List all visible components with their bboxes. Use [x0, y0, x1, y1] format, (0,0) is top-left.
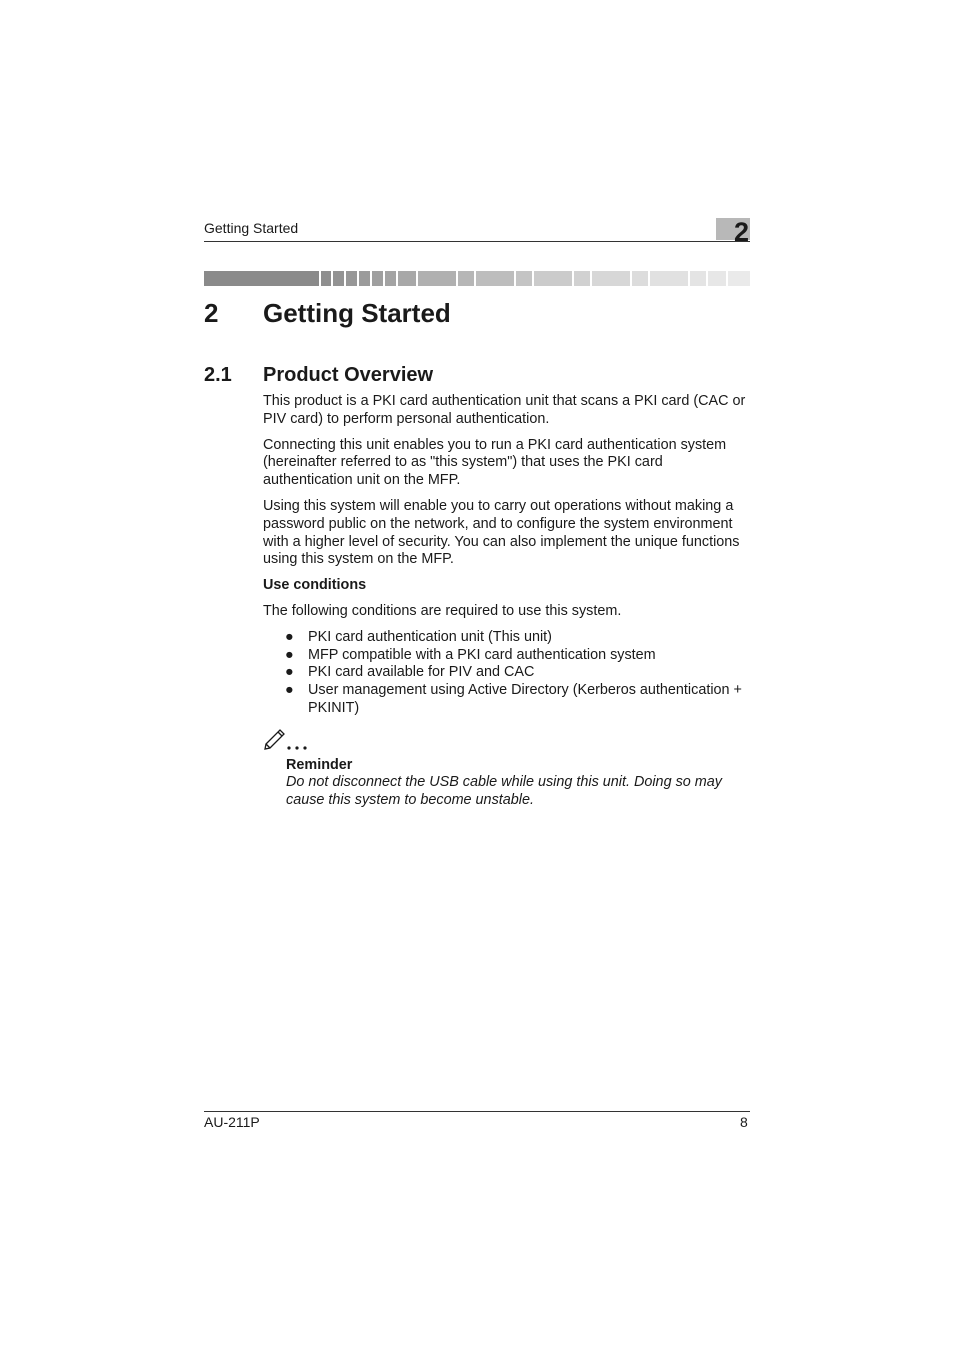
header-rule — [204, 241, 750, 242]
footer-page-number: 8 — [740, 1114, 748, 1130]
header-chapter-number: 2 — [734, 217, 750, 247]
bullet-icon: ● — [285, 646, 294, 663]
paragraph: Connecting this unit enables you to run a PKI card authentication system (hereinafter referred to as "this system") that uses the PKI card authentication unit on the MFP. — [263, 436, 727, 489]
list-item: ● PKI card authentication unit (This unit) — [285, 628, 552, 645]
list-item: ● User management using Active Directory (Kerberos authentication + PKINIT) — [285, 682, 742, 716]
paragraph: Using this system will enable you to carry out operations without making a password public on the network, and to configure the system environment with a higher level of security. You can also implement the unique functions using this system on the MFP. — [263, 497, 740, 568]
header-section-title: Getting Started — [204, 220, 299, 236]
use-conditions-list — [263, 629, 753, 718]
chapter-number: 2 — [204, 298, 219, 328]
footer-model: AU-211P — [204, 1114, 260, 1130]
use-conditions-intro: The following conditions are required to use this system. — [263, 602, 622, 619]
reminder-text: Do not disconnect the USB cable while using this unit. Doing so may cause this system to become unstable. — [286, 774, 722, 808]
paragraph: This product is a PKI card authentication unit that scans a PKI card (CAC or PIV card) to perform personal authentication. — [263, 393, 746, 427]
pencil-note-icon — [263, 724, 313, 752]
bullet-icon: ● — [285, 664, 294, 681]
list-item: ● MFP compatible with a PKI card authentication system — [285, 646, 656, 663]
chapter-decoration-bar — [204, 271, 750, 286]
use-conditions-heading: Use conditions — [263, 577, 367, 594]
reminder-note — [263, 724, 753, 810]
bullet-icon: ● — [285, 628, 294, 645]
section-number: 2.1 — [204, 364, 232, 386]
section-title: Product Overview — [263, 364, 434, 386]
section-body — [263, 393, 753, 718]
list-item: ● PKI card available for PIV and CAC — [285, 664, 535, 681]
chapter-title: Getting Started — [263, 298, 451, 328]
reminder-heading: Reminder — [286, 757, 353, 773]
bullet-icon: ● — [285, 682, 294, 699]
footer-rule — [204, 1111, 750, 1112]
